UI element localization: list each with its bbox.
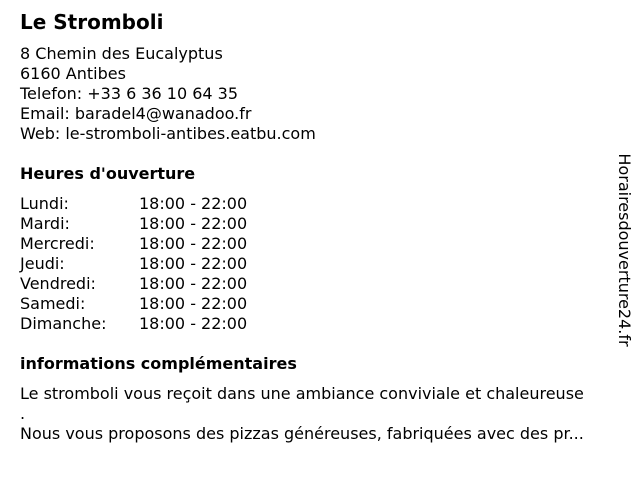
city-address: 6160 Antibes	[20, 64, 126, 83]
hours-row-monday	[20, 194, 280, 214]
website-address: Web: le-stromboli-antibes.eatbu.com	[20, 124, 316, 143]
additional-info-heading: informations complémentaires	[20, 354, 297, 373]
time-range: 18:00 - 22:00	[139, 214, 248, 233]
time-range: 18:00 - 22:00	[139, 254, 248, 273]
time-range: 18:00 - 22:00	[139, 194, 248, 213]
hours-row-wednesday	[20, 234, 280, 254]
phone-number: Telefon: +33 6 36 10 64 35	[20, 84, 239, 103]
page-title: Le Stromboli	[20, 10, 164, 34]
opening-hours-table	[20, 194, 280, 334]
day-label: Lundi:	[20, 194, 69, 213]
info-line: .	[20, 404, 26, 423]
day-label: Mardi:	[20, 214, 70, 233]
email-address: Email: baradel4@wanadoo.fr	[20, 104, 252, 123]
info-line: Le stromboli vous reçoit dans une ambiance conviviale et chaleureuse	[20, 384, 584, 403]
time-range: 18:00 - 22:00	[139, 234, 248, 253]
time-range: 18:00 - 22:00	[139, 294, 248, 313]
watermark-text: Horairesdouverture24.fr	[615, 153, 634, 347]
day-label: Mercredi:	[20, 234, 95, 253]
hours-row-friday	[20, 274, 280, 294]
time-range: 18:00 - 22:00	[139, 314, 248, 333]
day-label: Samedi:	[20, 294, 86, 313]
hours-row-saturday	[20, 294, 280, 314]
day-label: Jeudi:	[20, 254, 65, 273]
info-line: Nous vous proposons des pizzas généreuses, fabriquées avec des pr...	[20, 424, 584, 443]
day-label: Vendredi:	[20, 274, 96, 293]
additional-info-text	[20, 384, 632, 444]
opening-hours-heading: Heures d'ouverture	[20, 164, 196, 183]
time-range: 18:00 - 22:00	[139, 274, 248, 293]
hours-row-thursday	[20, 254, 280, 274]
day-label: Dimanche:	[20, 314, 107, 333]
hours-row-sunday	[20, 314, 280, 334]
hours-row-tuesday	[20, 214, 280, 234]
street-address: 8 Chemin des Eucalyptus	[20, 44, 223, 63]
contact-block	[20, 44, 316, 144]
